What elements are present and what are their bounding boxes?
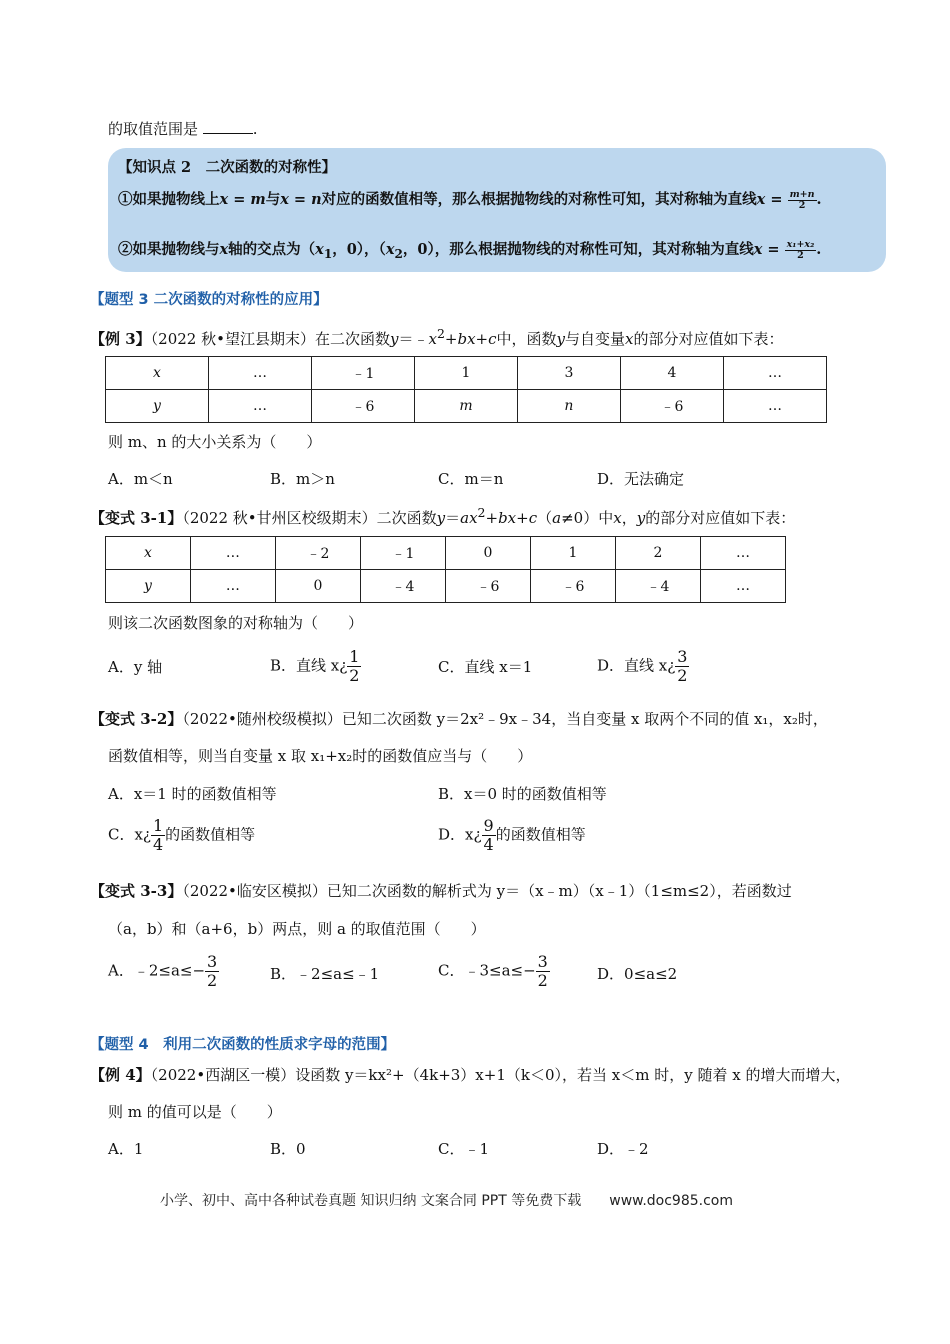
k1-text-a: ①如果抛物线上 xyxy=(118,191,220,208)
table-cell: … xyxy=(723,357,826,390)
k2-num: x₁+x₂ xyxy=(786,239,815,250)
fraction-num: 9 xyxy=(483,816,494,835)
v31-row-x xyxy=(106,537,786,570)
v31-row-y xyxy=(106,570,786,603)
v31-option-d-text: D．直线 x¿ xyxy=(597,656,676,675)
v32-option-d[interactable] xyxy=(438,817,586,854)
type3-title: 【题型 3 二次函数的对称性的应用】 xyxy=(90,292,328,308)
v31-option-b[interactable] xyxy=(270,648,361,685)
table-cell: ﹣6 xyxy=(445,570,530,603)
ex3-text2: 中，函数 xyxy=(496,330,557,348)
table-cell: … xyxy=(208,357,311,390)
v33-option-a[interactable] xyxy=(108,953,219,990)
k1-text-b: 与 xyxy=(265,191,281,208)
v33-option-b[interactable]: B．﹣2≤a≤﹣1 xyxy=(270,965,380,983)
v32-option-c-text: C．x¿ xyxy=(108,825,151,844)
k1-num: m+n xyxy=(789,189,815,200)
v32-option-c[interactable] xyxy=(108,817,255,854)
ex3-option-b[interactable]: B．m＞n xyxy=(270,470,335,488)
v32-stem-line1 xyxy=(90,708,828,729)
v32-option-d-text: D．x¿ xyxy=(438,825,482,844)
k1-text-c: 对应的函数值相等，那么根据抛物线的对称性可知，其对称轴为直线 xyxy=(321,191,757,208)
ex4-stem-line1 xyxy=(90,1064,850,1085)
v31-text3: 的部分对应值如下表： xyxy=(645,509,796,527)
v33-line1: （2022•临安区模拟）已知二次函数的解析式为 y＝（x﹣m）（x﹣1）（1≤m≤2），若函数过 xyxy=(182,882,792,900)
table-cell: x xyxy=(106,357,209,390)
table-cell: … xyxy=(190,537,275,570)
v33-option-d[interactable]: D．0≤a≤2 xyxy=(597,965,678,983)
k1-fraction xyxy=(788,190,817,210)
ex4-option-c[interactable]: C．﹣1 xyxy=(438,1140,490,1158)
ex3-option-c[interactable]: C．m＝n xyxy=(438,470,504,488)
table-cell: x xyxy=(106,537,191,570)
table-cell: … xyxy=(700,570,785,603)
footer-url[interactable]: www.doc985.com xyxy=(609,1193,733,1209)
table-cell: 4 xyxy=(620,357,723,390)
ex3-option-d[interactable]: D．无法确定 xyxy=(597,470,685,488)
v31-text2: 中 xyxy=(598,509,614,527)
fraction-num: 1 xyxy=(152,816,164,835)
v32-option-d-fraction xyxy=(482,817,496,854)
v32-option-d-tail: 的函数值相等 xyxy=(495,825,586,844)
table-cell: ﹣6 xyxy=(620,390,723,423)
v32-option-c-tail: 的函数值相等 xyxy=(165,825,256,844)
fraction-den: 4 xyxy=(483,835,494,854)
table-cell: 3 xyxy=(517,357,620,390)
intro-suffix: . xyxy=(252,120,258,138)
ex3-text4: 的部分对应值如下表： xyxy=(633,330,784,348)
k2-fraction xyxy=(785,240,817,260)
fraction-den: 2 xyxy=(677,666,688,685)
knowledge-point-box xyxy=(108,148,886,272)
table-cell: m xyxy=(414,390,517,423)
v31-value-table xyxy=(105,536,786,603)
k1-den: 2 xyxy=(788,200,817,211)
v31-option-a[interactable]: A．y 轴 xyxy=(108,658,163,676)
v33-option-c[interactable] xyxy=(438,953,550,990)
fraction-den: 4 xyxy=(152,835,164,854)
table-cell: 0 xyxy=(275,570,360,603)
v31-option-d[interactable] xyxy=(597,648,689,685)
table-cell: … xyxy=(700,537,785,570)
table-cell: ﹣2 xyxy=(275,537,360,570)
v31-option-b-text: B．直线 x¿ xyxy=(270,656,348,675)
v31-option-c[interactable]: C．直线 x＝1 xyxy=(438,658,533,676)
answer-blank xyxy=(203,121,253,134)
v32-option-a[interactable]: A．x＝1 时的函数值相等 xyxy=(108,785,277,803)
v31-option-d-fraction xyxy=(675,648,689,685)
k2-text-c: ，0），（ xyxy=(332,241,386,258)
knowledge-title: 【知识点 2 二次函数的对称性】 xyxy=(118,159,337,176)
v33-option-a-fraction xyxy=(205,953,219,990)
fraction-den: 2 xyxy=(537,971,548,990)
k2-text-d: ，0），那么根据抛物线的对称性可知，其对称轴为直线 xyxy=(402,241,754,258)
table-cell: y xyxy=(106,390,209,423)
v32-option-c-fraction xyxy=(151,817,165,854)
v33-stem-line1 xyxy=(90,880,792,901)
v33-stem-line2: （a，b）和（a+6，b）两点，则 a 的取值范围（ ） xyxy=(108,920,486,938)
page-footer xyxy=(160,1190,733,1210)
table-cell: y xyxy=(106,570,191,603)
table-cell: ﹣6 xyxy=(311,390,414,423)
v31-question: 则该二次函数图象的对称轴为（ ） xyxy=(108,614,364,632)
fraction-num: 3 xyxy=(677,647,688,666)
ex4-option-a[interactable]: A．1 xyxy=(108,1140,144,1158)
intro-prefix: 的取值范围是 xyxy=(108,120,199,138)
ex4-option-b[interactable]: B．0 xyxy=(270,1140,306,1158)
v33-option-c-fraction xyxy=(536,953,550,990)
table-cell: 2 xyxy=(615,537,700,570)
table-cell: 1 xyxy=(414,357,517,390)
ex3-stem: 【例 3】（2022 秋•望江县期末）在二次函数$y=﹣x^2+bx+c$中，函数y与自变量x的部分对应值如下表： xyxy=(90,326,784,348)
knowledge-line-2: ②如果抛物线与x轴的交点为（$x_1$，0），（$x_2$，0），那么根据抛物线的对称性可知，其对称轴为直线x = $\frac{\text{x₁+x₂}}{2}$ . xyxy=(118,239,822,261)
table-cell: 1 xyxy=(530,537,615,570)
ex3-option-a[interactable]: A．m＜n xyxy=(108,470,173,488)
ex3-question: 则 m、n 的大小关系为（ ） xyxy=(108,433,322,451)
v32-line1: （2022•随州校级模拟）已知二次函数 y＝2x²﹣9x﹣34，当自变量 x 取两个不同的值 x₁，x₂时， xyxy=(182,710,828,728)
k2-text-b: 轴的交点为（ xyxy=(228,241,316,258)
ex3-row-y xyxy=(106,390,827,423)
table-cell: ﹣4 xyxy=(360,570,445,603)
v32-stem-line2: 函数值相等，则当自变量 x 取 x₁+x₂时的函数值应当与（ ） xyxy=(108,747,533,765)
v31-option-b-fraction xyxy=(347,648,361,685)
ex3-text3: 与自变量 xyxy=(565,330,626,348)
ex3-source: （2022 秋•望江县期末）在二次函数 xyxy=(150,330,390,348)
v32-label: 【变式 3-2】 xyxy=(90,710,183,728)
table-cell: 0 xyxy=(445,537,530,570)
footer-text: 小学、初中、高中各种试卷真题 知识归纳 文案合同 PPT 等免费下载 xyxy=(160,1193,582,1209)
knowledge-line-1: ①如果抛物线上x = m与x = n对应的函数值相等，那么根据抛物线的对称性可知，其对称轴为直线x = $\frac{m+n}{2}$ . xyxy=(118,189,822,211)
table-cell: n xyxy=(517,390,620,423)
v31-stem: 【变式 3-1】（2022 秋•甘州区校级期末）二次函数$y=ax^2+bx+c(a\ne 0)$中x，y的部分对应值如下表： xyxy=(90,505,796,527)
table-cell: … xyxy=(723,390,826,423)
table-cell: ﹣1 xyxy=(360,537,445,570)
fraction-num: 3 xyxy=(537,952,548,971)
table-cell: … xyxy=(208,390,311,423)
fraction-num: 3 xyxy=(207,952,218,971)
ex3-row-x xyxy=(106,357,827,390)
fraction-den: 2 xyxy=(349,666,360,685)
ex4-option-d[interactable]: D．﹣2 xyxy=(597,1140,649,1158)
v31-label: 【变式 3-1】 xyxy=(90,509,183,527)
k2-den: 2 xyxy=(785,250,817,261)
ex4-line1: （2022•西湖区一模）设函数 y＝kx²+（4k+3）x+1（k＜0），若当 x＜m 时，y 随着 x 的增大而增大， xyxy=(150,1066,851,1084)
ex4-label: 【例 4】 xyxy=(90,1066,151,1084)
type4-title: 【题型 4 利用二次函数的性质求字母的范围】 xyxy=(90,1037,396,1053)
v32-option-b[interactable]: B．x＝0 时的函数值相等 xyxy=(438,785,607,803)
table-cell: … xyxy=(190,570,275,603)
v31-source: （2022 秋•甘州区校级期末）二次函数 xyxy=(182,509,437,527)
v33-option-a-text: A．﹣2≤a≤− xyxy=(108,961,206,980)
v33-label: 【变式 3-3】 xyxy=(90,882,183,900)
ex3-label: 【例 3】 xyxy=(90,330,151,348)
v33-option-c-text: C．﹣3≤a≤− xyxy=(438,961,536,980)
fraction-num: 1 xyxy=(349,647,360,666)
ex4-stem-line2: 则 m 的值可以是（ ） xyxy=(108,1103,282,1121)
intro-line xyxy=(108,118,258,139)
table-cell: ﹣6 xyxy=(530,570,615,603)
table-cell: ﹣4 xyxy=(615,570,700,603)
fraction-den: 2 xyxy=(207,971,218,990)
k2-text-a: ②如果抛物线与 xyxy=(118,241,220,258)
table-cell: ﹣1 xyxy=(311,357,414,390)
ex3-value-table xyxy=(105,356,827,423)
